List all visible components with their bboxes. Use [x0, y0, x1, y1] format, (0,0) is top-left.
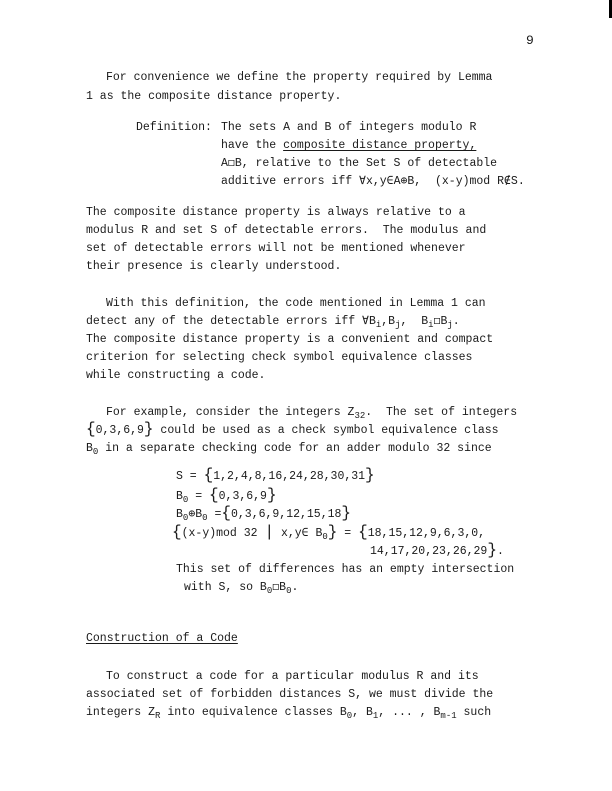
equation-b0-sum: $B_0\oplus B_0 =\{0,3,6,9,12,15,18\}$	[176, 504, 352, 523]
conclusion-line-1: This set of differences has an empty intersection	[176, 563, 515, 576]
conclusion-line-2: with S, so $B_0◻B_0$.	[184, 581, 299, 596]
para4-line-1: To construct a code for a particular modulus R and its	[106, 670, 479, 683]
para1-line-3: set of detectable errors will not be mentioned whenever	[86, 242, 466, 255]
para3-line-1: For example, consider the integers $Z_{32}$. The set of integers	[106, 406, 518, 421]
para3-line-2: {0,3,6,9} could be used as a check symbol equivalence class	[86, 420, 499, 438]
para2-line-1: With this definition, the code mentioned in Lemma 1 can	[106, 297, 486, 310]
para1-line-4: their presence is clearly understood.	[86, 260, 342, 273]
intro-line-2: 1 as the composite distance property.	[86, 90, 342, 103]
para4-line-2: associated set of forbidden distances S, we must divide the	[86, 688, 494, 701]
para2-line-3: The composite distance property is a convenient and compact	[86, 333, 494, 346]
para2-line-2: detect any of the detectable errors iff $\forall B_i,B_j$, $B_i◻B_j$.	[86, 315, 460, 330]
definition-label: Definition:	[136, 121, 212, 134]
section-heading: Construction of a Code	[86, 632, 238, 645]
definition-line-1: The sets A and B of integers modulo R	[221, 121, 477, 134]
equation-b0: $B_0 = \{0,3,6,9\}$	[176, 486, 277, 505]
equation-differences: {(x-y)mod 32 | x,y∈ $B_0\} = \{18,15,12,9,6,3,0$,	[172, 523, 486, 542]
equation-s: S = {1,2,4,8,16,24,28,30,31}	[176, 466, 375, 484]
definition-line-2: have the composite distance property,	[221, 139, 477, 152]
equation-differences-cont: 14,17,20,23,26,29}.	[370, 541, 504, 559]
para3-line-3: $B_0$ in a separate checking code for an adder modulo 32 since	[86, 442, 492, 457]
para1-line-1: The composite distance property is always relative to a	[86, 206, 466, 219]
para2-line-4: criterion for selecting check symbol equivalence classes	[86, 351, 473, 364]
definition-line-4: additive errors iff ∀x,y∈A⊕B, (x-y)mod R∉S.	[221, 175, 525, 188]
para1-line-2: modulus R and set S of detectable errors. The modulus and	[86, 224, 487, 237]
intro-line-1: For convenience we define the property required by Lemma	[106, 71, 493, 84]
defined-term: composite distance property,	[283, 139, 477, 152]
definition-line-3: A◻B, relative to the Set S of detectable	[221, 157, 498, 170]
para4-line-3: integers $Z_R$ into equivalence classes $B_0$, $B_1$, ... , $B_{m-1}$ such	[86, 706, 492, 721]
page-number: 9	[526, 33, 534, 48]
para2-line-5: while constructing a code.	[86, 369, 266, 382]
